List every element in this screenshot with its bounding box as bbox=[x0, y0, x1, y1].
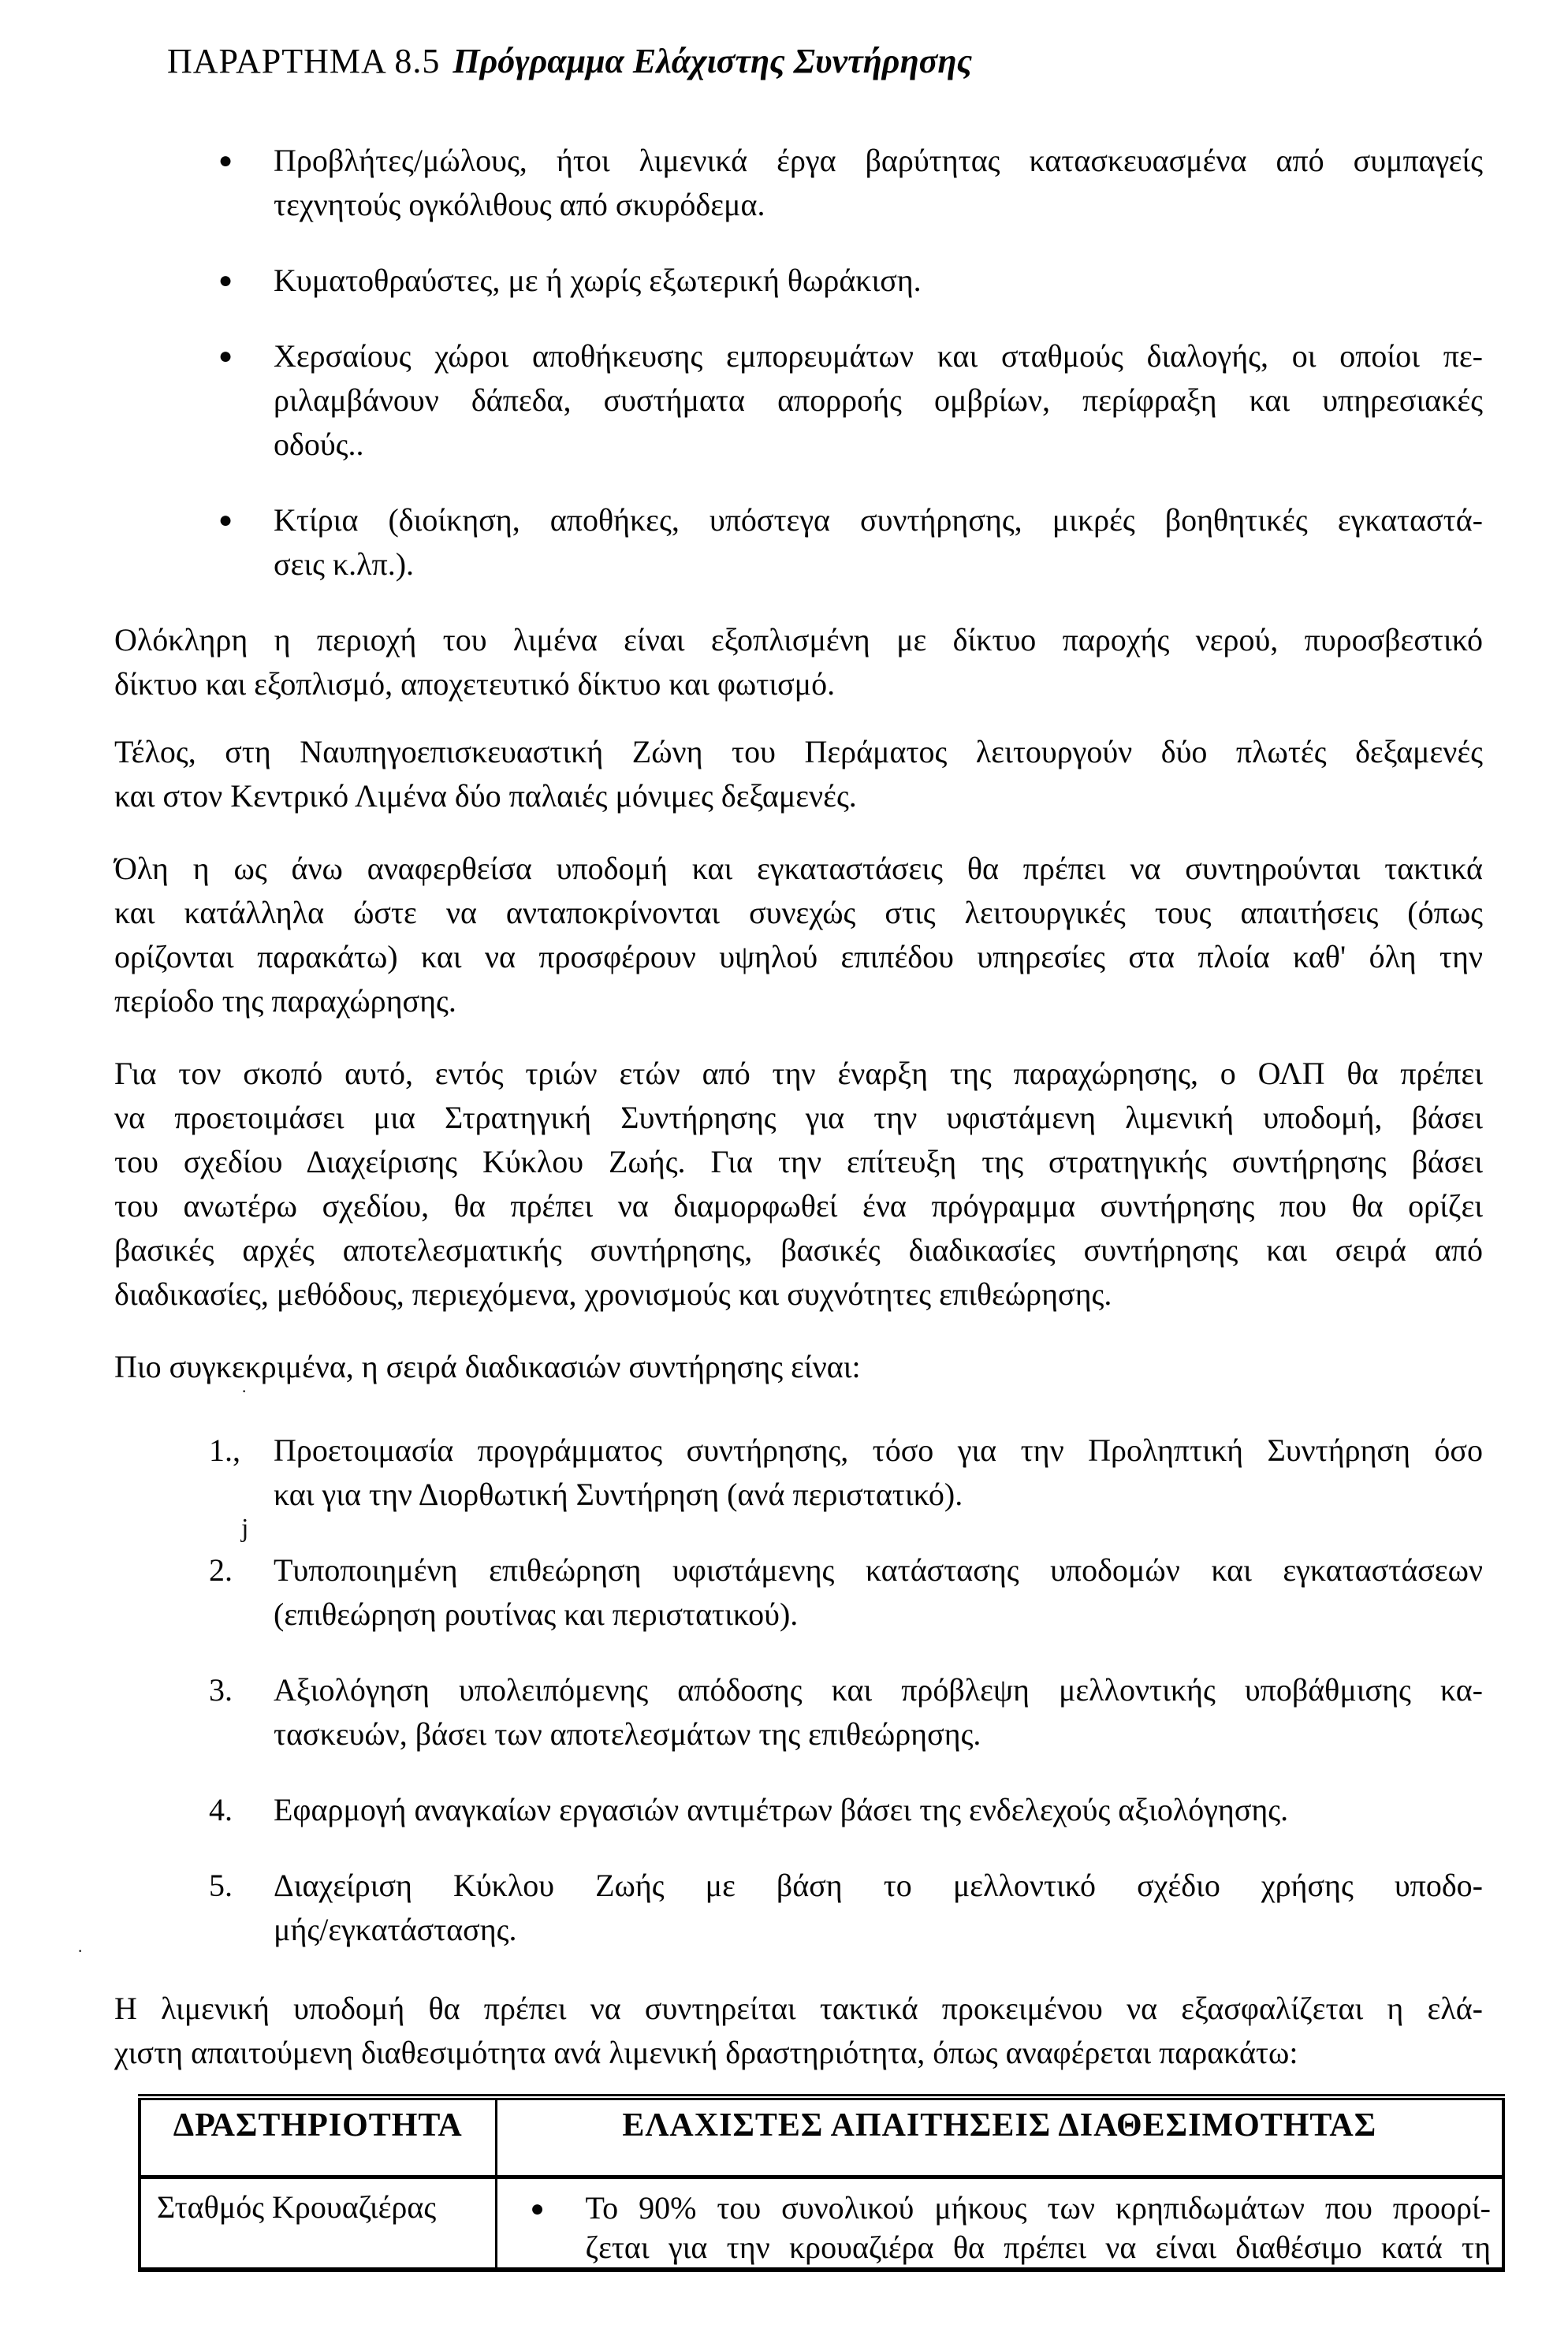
scan-artifact: j bbox=[241, 1514, 249, 1543]
bullet-item bbox=[114, 498, 1483, 587]
paragraph bbox=[114, 847, 1483, 1023]
numbered-item bbox=[114, 1668, 1483, 1756]
bullet-item-text bbox=[274, 139, 1483, 227]
table-header-row bbox=[140, 2097, 1503, 2177]
paragraph bbox=[114, 730, 1483, 818]
text-line: Η λιμενική υποδομή θα πρέπει να συντηρείται τακτικά προκειμένου να εξασφαλίζεται η ελά- bbox=[114, 1991, 1483, 2026]
scan-artifact: · bbox=[241, 1381, 248, 1401]
bullet-list bbox=[114, 139, 1483, 587]
page-title bbox=[167, 39, 1483, 84]
text-line: Τέλος, στη Ναυπηγοεπισκευαστική Ζώνη του Περάματος λειτουργούν δύο πλωτές δεξαμενές bbox=[114, 734, 1483, 769]
table-header-activity: ΔΡΑΣΤΗΡΙΟΤΗΤΑ bbox=[140, 2097, 496, 2177]
text-line: Τυποποιημένη επιθεώρηση υφιστάμενης κατάστασης υποδομών και εγκαταστάσεων bbox=[274, 1552, 1483, 1588]
item-number: 5. bbox=[209, 1868, 233, 1903]
paragraph bbox=[114, 1987, 1483, 2075]
cell-activity: Σταθμός Κρουαζιέρας bbox=[157, 2189, 437, 2225]
text-line: (επιθεώρηση ρουτίνας και περιστατικού). bbox=[274, 1596, 799, 1632]
text-line: περίοδο της παραχώρησης. bbox=[114, 983, 456, 1019]
bullet-item bbox=[114, 259, 1483, 303]
numbered-item bbox=[114, 1548, 1483, 1637]
text-line: δίκτυο και εξοπλισμό, αποχετευτικό δίκτυο και φωτισμό. bbox=[114, 666, 836, 702]
text-line: Κτίρια (διοίκηση, αποθήκες, υπόστεγα συντήρησης, μικρές βοηθητικές εγκαταστά- bbox=[274, 502, 1483, 538]
paragraph bbox=[114, 1345, 1483, 1389]
numbered-item-text bbox=[274, 1668, 1483, 1756]
text-line: Προετοιμασία προγράμματος συντήρησης, τόσο για την Προληπτική Συντήρηση όσο bbox=[274, 1432, 1483, 1468]
text-line: Το 90% του συνολικού μήκους των κρηπιδωμάτων που προορί- bbox=[585, 2189, 1491, 2226]
bullet-icon: ● bbox=[218, 267, 233, 293]
paragraph-text bbox=[114, 730, 1483, 818]
scan-artifact: · bbox=[77, 1941, 84, 1961]
text-line: Ολόκληρη η περιοχή του λιμένα είναι εξοπλισμένη με δίκτυο παροχής νερού, πυροσβεστικό bbox=[114, 622, 1483, 658]
text-line: Για τον σκοπό αυτό, εντός τριών ετών από την έναρξη της παραχώρησης, ο ΟΛΠ θα πρέπει bbox=[114, 1056, 1483, 1091]
appendix-label: ΠΑΡΑΡΤΗΜΑ 8.5 bbox=[167, 42, 441, 80]
text-line: και για την Διορθωτική Συντήρηση (ανά περιστατικό). bbox=[274, 1477, 963, 1512]
item-number: 1., bbox=[209, 1432, 240, 1468]
bullet-icon: ● bbox=[218, 343, 233, 369]
paragraph-text bbox=[114, 1052, 1483, 1317]
item-number: 3. bbox=[209, 1672, 233, 1708]
text-line: τεχνητούς ογκόλιθους από σκυρόδεμα. bbox=[274, 187, 765, 222]
text-line: χιστη απαιτούμενη διαθεσιμότητα ανά λιμενική δραστηριότητα, όπως αναφέρεται παρακάτω: bbox=[114, 2035, 1298, 2070]
bullet-icon: ● bbox=[218, 507, 233, 533]
text-line: ορίζονται παρακάτω) και να προσφέρουν υψηλού επιπέδου υπηρεσίες στα πλοία καθ' όλη την bbox=[114, 939, 1483, 974]
text-line: μής/εγκατάστασης. bbox=[274, 1912, 517, 1947]
paragraph-text bbox=[114, 1345, 1483, 1389]
bullet-icon: ● bbox=[218, 147, 233, 173]
text-line: διαδικασίες, μεθόδους, περιεχόμενα, χρονισμούς και συχνότητες επιθεώρησης. bbox=[114, 1276, 1112, 1312]
text-line: Προβλήτες/μώλους, ήτοι λιμενικά έργα βαρύτητας κατασκευασμένα από συμπαγείς bbox=[274, 143, 1483, 178]
paragraph bbox=[114, 618, 1483, 706]
bullet-item-text bbox=[274, 334, 1483, 467]
numbered-item-text bbox=[274, 1788, 1483, 1832]
appendix-title: Πρόγραμμα Ελάχιστης Συντήρησης bbox=[453, 42, 973, 80]
numbered-item bbox=[114, 1864, 1483, 1952]
paragraph-text bbox=[114, 847, 1483, 1023]
bullet-item-text bbox=[274, 498, 1483, 587]
item-number: 4. bbox=[209, 1792, 233, 1827]
numbered-item-text bbox=[274, 1864, 1483, 1952]
numbered-item-text bbox=[274, 1548, 1483, 1637]
text-line: Πιο συγκεκριμένα, η σειρά διαδικασιών συντήρησης είναι: bbox=[114, 1349, 861, 1384]
numbered-item bbox=[114, 1429, 1483, 1517]
text-line: βασικές αρχές αποτελεσματικής συντήρησης, βασικές διαδικασίες συντήρησης και σειρά από bbox=[114, 1232, 1483, 1268]
text-line: σεις κ.λπ.). bbox=[274, 546, 415, 582]
text-line: ζεται για την κρουαζιέρα θα πρέπει να είναι διαθέσιμο κατά τη bbox=[585, 2229, 1491, 2265]
text-line: Διαχείριση Κύκλου Ζωής με βάση το μελλοντικό σχέδιο χρήσης υποδο- bbox=[274, 1868, 1483, 1903]
text-line: του σχεδίου Διαχείρισης Κύκλου Ζωής. Για την επίτευξη της στρατηγικής συντήρησης βάσει bbox=[114, 1144, 1483, 1179]
bullet-icon: ● bbox=[530, 2195, 545, 2222]
bullet-item bbox=[114, 139, 1483, 227]
text-line: Κυματοθραύστες, με ή χωρίς εξωτερική θωράκιση. bbox=[274, 263, 922, 298]
paragraph bbox=[114, 1052, 1483, 1317]
paragraph-text bbox=[114, 1987, 1483, 2075]
text-line: Όλη η ως άνω αναφερθείσα υποδομή και εγκαταστάσεις θα πρέπει να συντηρούνται τακτικά bbox=[114, 851, 1483, 886]
text-line: Αξιολόγηση υπολειπόμενης απόδοσης και πρόβλεψη μελλοντικής υποβάθμισης κα- bbox=[274, 1672, 1483, 1708]
text-line: και στον Κεντρικό Λιμένα δύο παλαιές μόνιμες δεξαμενές. bbox=[114, 778, 857, 814]
availability-table bbox=[138, 2094, 1505, 2272]
numbered-list bbox=[114, 1429, 1483, 1952]
text-line: τασκευών, βάσει των αποτελεσμάτων της επιθεώρησης. bbox=[274, 1716, 981, 1752]
cell-requirements bbox=[496, 2177, 1503, 2270]
text-line: Εφαρμογή αναγκαίων εργασιών αντιμέτρων βάσει της ενδελεχούς αξιολόγησης. bbox=[274, 1792, 1289, 1827]
table-row bbox=[140, 2177, 1503, 2270]
numbered-item bbox=[114, 1788, 1483, 1832]
bullet-item-text bbox=[274, 259, 1483, 303]
text-line: Χερσαίους χώροι αποθήκευσης εμπορευμάτων και σταθμούς διαλογής, οι οποίοι πε- bbox=[274, 338, 1483, 374]
table-header-requirements: ΕΛΑΧΙΣΤΕΣ ΑΠΑΙΤΗΣΕΙΣ ΔΙΑΘΕΣΙΜΟΤΗΤΑΣ bbox=[496, 2097, 1503, 2177]
item-number: 2. bbox=[209, 1552, 233, 1588]
numbered-item-text bbox=[274, 1429, 1483, 1517]
bullet-item bbox=[114, 334, 1483, 467]
text-line: και κατάλληλα ώστε να ανταποκρίνονται συνεχώς στις λειτουργικές τους απαιτήσεις (όπως bbox=[114, 895, 1483, 930]
text-line: ριλαμβάνουν δάπεδα, συστήματα απορροής ομβρίων, περίφραξη και υπηρεσιακές bbox=[274, 382, 1483, 418]
text-line: να προετοιμάσει μια Στρατηγική Συντήρησης για την υφιστάμενη λιμενική υποδομή, βάσει bbox=[114, 1100, 1483, 1135]
text-line: του ανωτέρω σχεδίου, θα πρέπει να διαμορφωθεί ένα πρόγραμμα συντήρησης που θα ορίζει bbox=[114, 1188, 1483, 1224]
requirement-text bbox=[586, 2189, 1492, 2267]
text-line: οδούς.. bbox=[274, 427, 364, 462]
paragraph-text bbox=[114, 618, 1483, 706]
